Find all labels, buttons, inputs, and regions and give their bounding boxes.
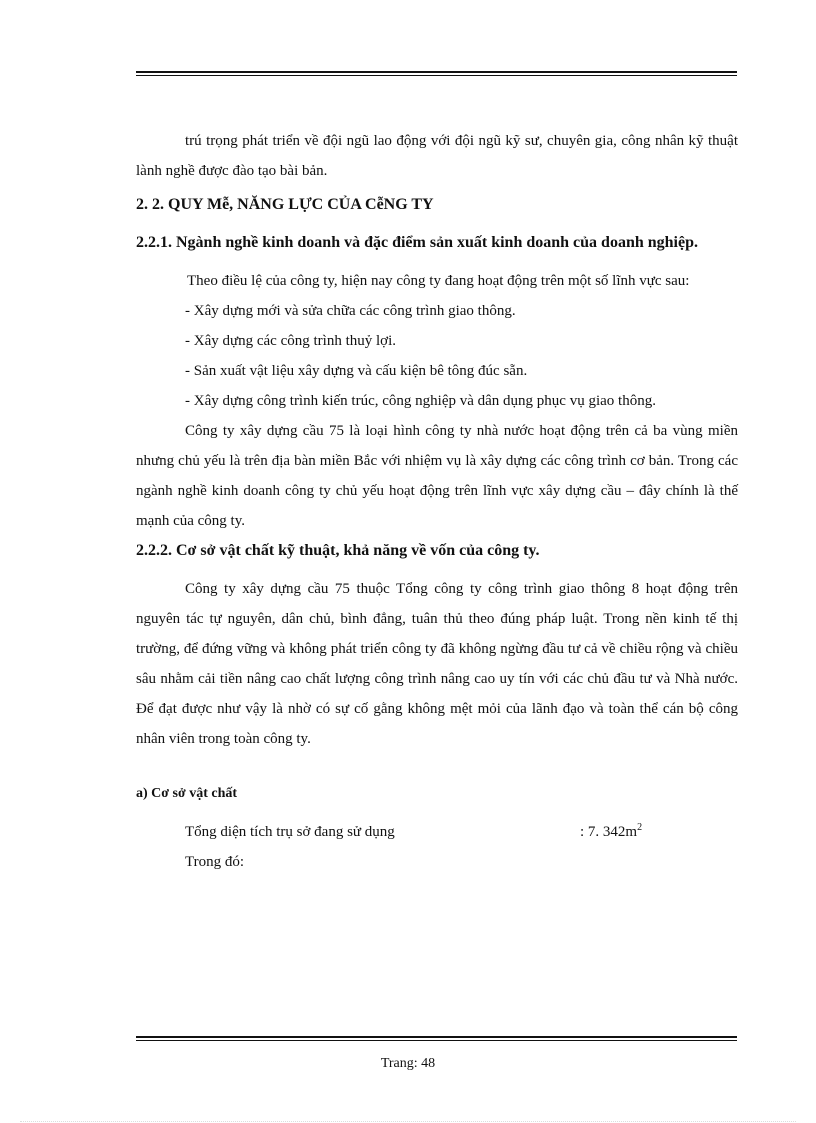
footer-rule bbox=[136, 1036, 737, 1041]
area-label: Tổng diện tích trụ sở đang sử dụng bbox=[185, 824, 395, 840]
area-value: : 7. $342m^2$ bbox=[580, 822, 643, 840]
business-line-item: - Xây dựng các công trình thuỷ lợi. bbox=[185, 333, 397, 349]
intro-paragraph: trú trọng phát triển về đội ngũ lao động với đội ngũ kỹ sư, chuyên gia, công nhân kỹ thuật lành nghề được đào tạo bài bản. bbox=[136, 133, 738, 179]
business-line-item: - Sản xuất vật liệu xây dựng và cấu kiện bê tông đúc sẵn. bbox=[185, 363, 528, 379]
section-heading: 2. 2. QUY Mễ, NĂNG LỰC CỦA CễNG TY bbox=[136, 196, 434, 213]
business-line-item: - Xây dựng công trình kiến trúc, công nghiệp và dân dụng phục vụ giao thông. bbox=[185, 393, 656, 409]
page-edge bbox=[20, 1121, 796, 1122]
area-row bbox=[136, 817, 738, 847]
page-number: Trang: 48 bbox=[380, 1056, 436, 1071]
document-body bbox=[136, 126, 738, 877]
header-rule bbox=[136, 71, 737, 76]
area-unit-superscript: 2 bbox=[637, 822, 643, 833]
facilities-paragraph: Công ty xây dựng cầu 75 thuộc Tổng công ty công trình giao thông 8 hoạt động trên nguyên tác tự nguyên, dân chủ, bình đẳng, tuân thủ theo đúng pháp luật. Trong nền kinh tế thị trường, để đứng vững và không phát triển công ty đã không ngừng đầu tư cả về chiều rộng và chiều sâu nhằm cải tiền nâng cao chất lượng công trình nâng cao uy tín với các chủ đầu tư và Nhà nước. Để đạt được như vậy là nhờ có sự cố gằng không mệt mỏi của lãnh đạo và toàn thể cán bộ công nhân viên trong toàn công ty. bbox=[136, 581, 738, 747]
subsection-heading-2-2-1: 2.2.1. Ngành nghề kinh doanh và đặc điểm sản xuất kinh doanh của doanh nghiệp. bbox=[136, 234, 698, 251]
business-line-item: - Xây dựng mới và sửa chữa các công trình giao thông. bbox=[185, 303, 516, 319]
business-lines-intro: Theo điều lệ của công ty, hiện nay công ty đang hoạt động trên một số lĩnh vực sau: bbox=[187, 273, 690, 289]
facilities-subheading: a) Cơ sở vật chất bbox=[136, 786, 238, 801]
company-type-paragraph: Công ty xây dựng cầu 75 là loại hình công ty nhà nước hoạt động trên cả ba vùng miền nhưng chủ yếu là trên địa bàn miền Bắc với nhiệm vụ là xây dựng các công trình cơ bản. Trong các ngành nghề kinh doanh công ty chủ yếu hoạt động trên lĩnh vực xây dựng cầu – đây chính là thế mạnh của công ty. bbox=[136, 423, 738, 529]
in-which-label: Trong đó: bbox=[185, 854, 245, 870]
subsection-heading-2-2-2: 2.2.2. Cơ sở vật chất kỹ thuật, khả năng về vốn của công ty. bbox=[136, 542, 540, 559]
